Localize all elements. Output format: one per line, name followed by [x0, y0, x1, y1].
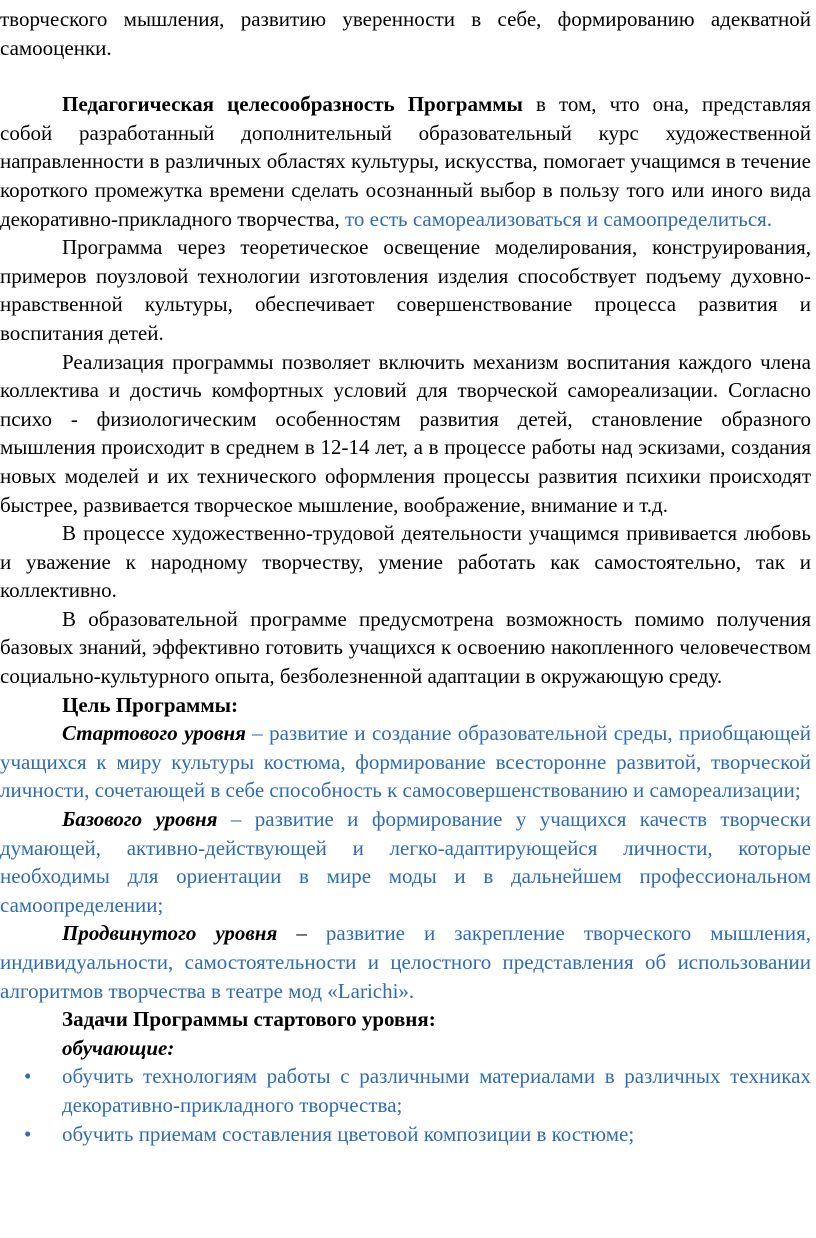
goal-text: развитие и формирование у учащихся качеств творчески думающей, активно-действующей и легко-адаптирующейся личности, которые необходимы для ориентации в мире моды и в дальнейшем профессиональном самоопределении; [0, 807, 811, 917]
goal-dash: – [245, 721, 270, 746]
pedagogical-purpose-text: в том, что она, представляя собой разработанный дополнительный образовательный курс художественной направленности в различных областях культуры, искусства, помогает учащимся в течение короткого промежутка времени сделать осознанный выбор в пользу того или иного вида декоративно-прикладного творчества, [0, 92, 811, 231]
paragraph-creative-activity: В процессе художественно-трудовой деятельности учащимся прививается любовь и уважение к народному творчеству, умение работать как самостоятельно, так и коллективно. [0, 521, 811, 603]
goal-heading: Цель Программы: [62, 692, 239, 717]
bullet-icon: • [24, 1064, 32, 1089]
goal-level-label: Базового уровня [62, 807, 218, 832]
goal-dash: – [217, 807, 255, 832]
paragraph-program-theory: Программа через теоретическое освещение моделирования, конструирования, примеров поузловой технологии изготовления изделия способствует подъему духовно-нравственной культуры, обеспечивает совершенствование процесса развития и воспитания детей. [0, 235, 811, 345]
paragraph-continuation: творческого мышления, развитию уверенности в себе, формированию адекватной самооценки. [0, 7, 811, 60]
goal-text: развитие и создание образовательной среды, приобщающей учащихся к миру культуры костюма, формирование всесторонне развитой, творческой личности, сочетающей в себе способность к самосовершенствованию и самореализации; [0, 721, 811, 803]
task-text: обучить технологиям работы с различными материалами в различных техниках декоративно-прикладного творчества; [62, 1064, 811, 1117]
goal-base-level [0, 805, 811, 919]
list-item [0, 1120, 811, 1149]
list-item [0, 1062, 811, 1119]
pedagogical-purpose-lead: Педагогическая целесообразность Программы [62, 92, 523, 117]
goal-text: развитие и закрепление творческого мышления, индивидуальности, самостоятельности и целостного представления об использовании алгоритмов творчества в театре мод «Larichi». [0, 921, 812, 1003]
document-page [0, 5, 811, 1148]
tasks-list [0, 1062, 811, 1148]
pedagogical-purpose-highlight: то есть самореализоваться и самоопределиться. [345, 206, 773, 231]
task-text: обучить приемам составления цветовой композиции в костюме; [62, 1121, 635, 1146]
bullet-icon: • [24, 1121, 32, 1146]
goal-level-label: Продвинутого уровня [62, 921, 278, 946]
paragraph-educational-program: В образовательной программе предусмотрена возможность помимо получения базовых знаний, эффективно готовить учащихся к освоению накопленного человечеством социально-культурного опыта, безболезненной адаптации в окружающую среду. [0, 606, 811, 689]
goal-start-level [0, 719, 811, 805]
paragraph-pedagogical-purpose [0, 90, 811, 233]
goal-advanced-level [0, 919, 811, 1005]
goal-dash: – [277, 921, 326, 946]
paragraph-gap [0, 62, 811, 90]
tasks-heading: Задачи Программы стартового уровня: [62, 1007, 436, 1032]
goal-level-label: Стартового уровня [62, 721, 246, 746]
tasks-subheading: обучающие: [62, 1035, 175, 1060]
paragraph-program-realization: Реализация программы позволяет включить механизм воспитания каждого члена коллектива и достичь комфортных условий для творческой самореализации. Согласно психо - физиологическим особенностям развития детей, становление образного мышления происходит в среднем в 12-14 лет, а в процессе работы над эскизами, создания новых моделей и их технического оформления процессы развития психики происходят быстрее, развивается творческое мышление, воображение, внимание и т.д. [0, 349, 811, 517]
